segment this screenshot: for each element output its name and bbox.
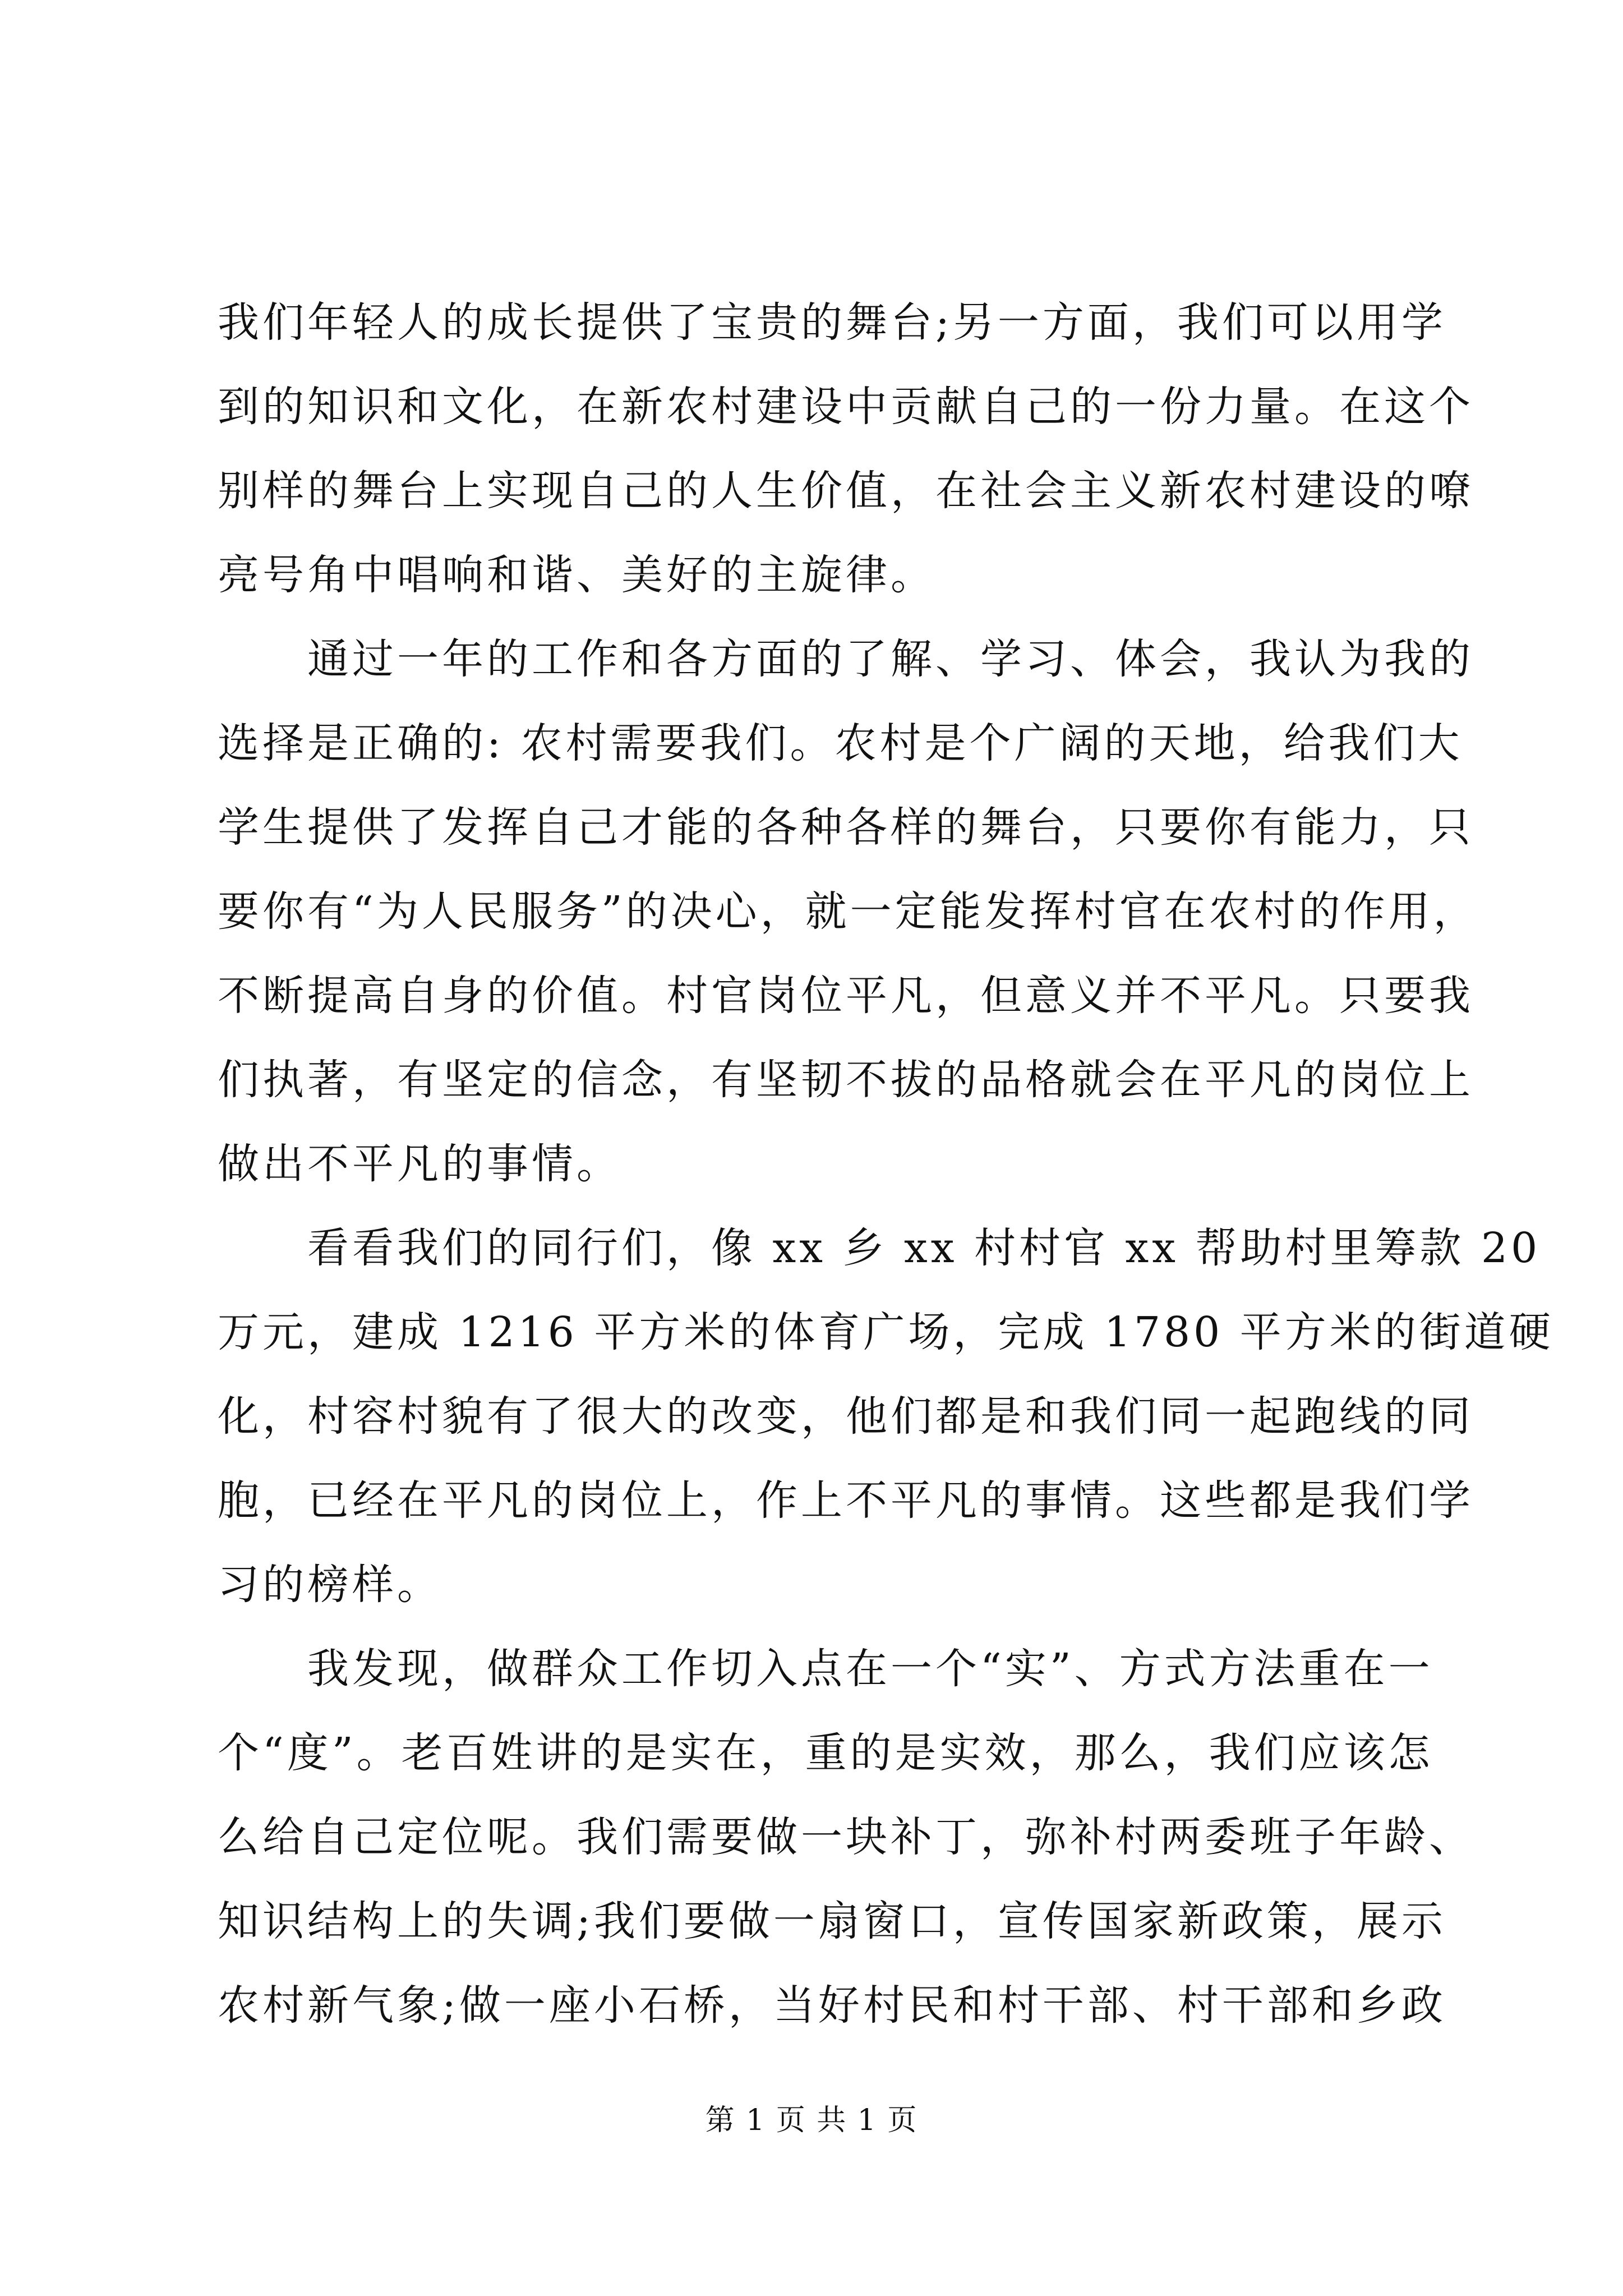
paragraph-first-line: 看看我们的同行们，像 xx 乡 xx 村村官 xx 帮助村里筹款 20 (307, 1224, 1541, 1272)
paragraph-first-line: 通过一年的工作和各方面的了解、学习、体会，我认为我的 (307, 635, 1474, 683)
text-line: 习的榜样。 (218, 1561, 442, 1609)
text-line: 做出不平凡的事情。 (218, 1140, 621, 1188)
text-line: 胞，已经在平凡的岗位上，作上不平凡的事情。这些都是我们学 (218, 1476, 1474, 1525)
text-line: 到的知识和文化，在新农村建设中贡献自己的一份力量。在这个 (218, 383, 1474, 431)
text-line: 们执著，有坚定的信念，有坚韧不拔的品格就会在平凡的岗位上 (218, 1056, 1474, 1104)
text-line: 个“度”。老百姓讲的是实在，重的是实效，那么，我们应该怎 (218, 1729, 1433, 1777)
text-line: 么给自己定位呢。我们需要做一块补丁，弥补村两委班子年龄、 (218, 1813, 1474, 1861)
paragraph-first-line: 我发现，做群众工作切入点在一个“实”、方式方法重在一 (307, 1645, 1433, 1693)
text-line: 别样的舞台上实现自己的人生价值，在社会主义新农村建设的嘹 (218, 467, 1474, 515)
text-line: 不断提高自身的价值。村官岗位平凡，但意义并不平凡。只要我 (218, 972, 1474, 1020)
text-line: 学生提供了发挥自己才能的各种各样的舞台，只要你有能力，只 (218, 803, 1474, 852)
text-line: 农村新气象;做一座小石桥，当好村民和村干部、村干部和乡政 (218, 1981, 1446, 2030)
text-line: 万元，建成 1216 平方米的体育广场，完成 1780 平方米的街道硬 (218, 1308, 1554, 1356)
text-line: 选择是正确的: 农村需要我们。农村是个广阔的天地，给我们大 (218, 719, 1463, 767)
text-line: 知识结构上的失调;我们要做一扇窗口，宣传国家新政策，展示 (218, 1897, 1446, 1945)
text-line: 我们年轻人的成长提供了宝贵的舞台;另一方面，我们可以用学 (218, 298, 1446, 347)
text-line: 要你有“为人民服务”的决心，就一定能发挥村官在农村的作用， (218, 887, 1478, 936)
page-footer: 第 1 页 共 1 页 (705, 2104, 918, 2137)
text-line: 亮号角中唱响和谐、美好的主旋律。 (218, 551, 935, 599)
text-line: 化，村容村貌有了很大的改变，他们都是和我们同一起跑线的同 (218, 1392, 1474, 1441)
